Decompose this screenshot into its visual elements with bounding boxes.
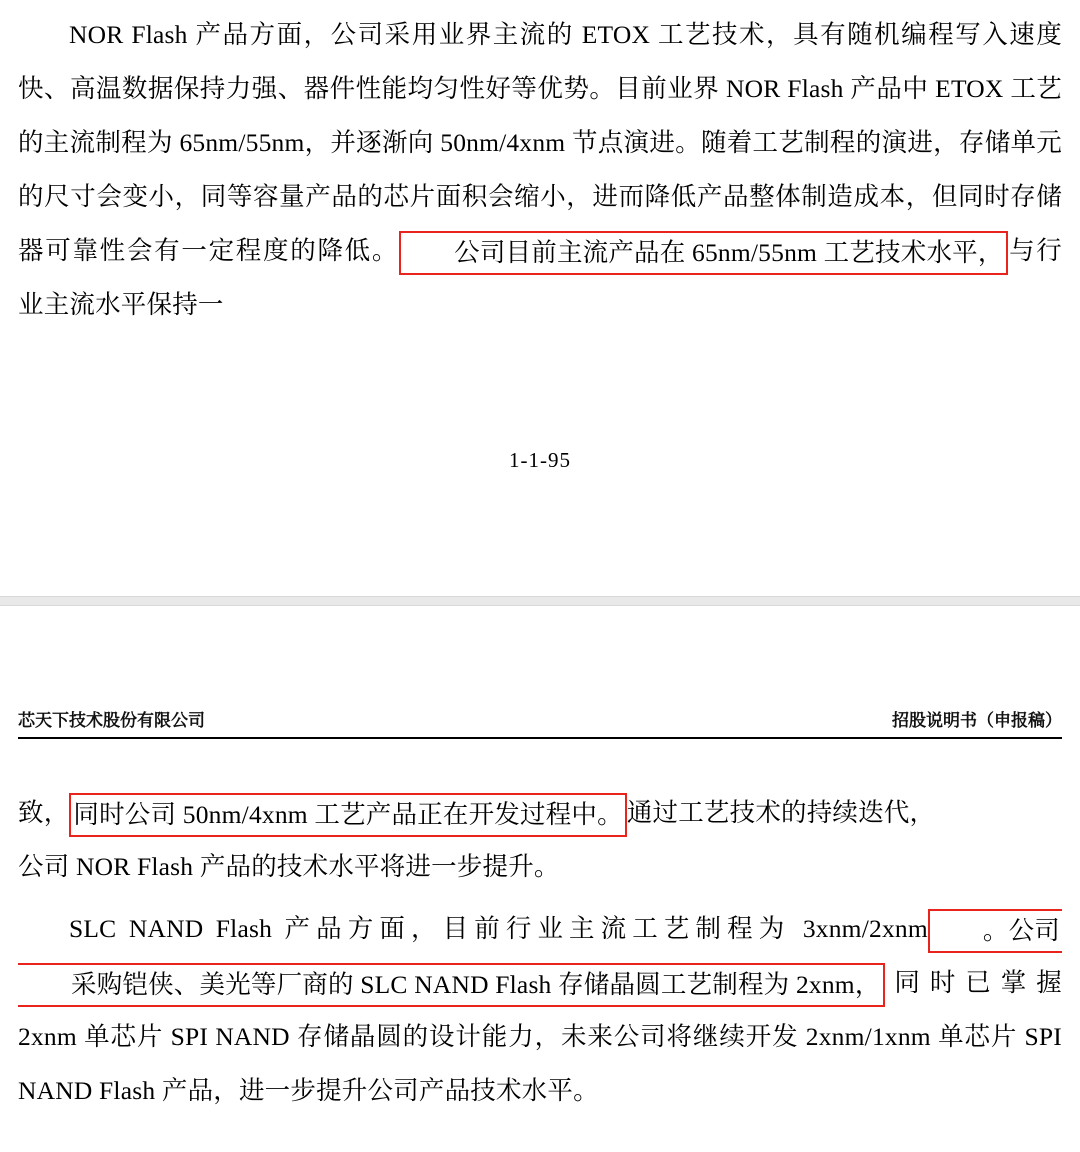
paragraph-nor-flash-part-1: NOR Flash 产品方面，公司采用业界主流的 ETOX 工艺技术，具有随机编程写入速度快、高温数据保持力强、器件性能均匀性好等优势。目前业界 NOR Flash 产品中 ETOX 工艺的主流制程为 65nm/55nm，并逐渐向 50nm/4xnm 节点演进。随着工艺制程的演进，存储单元的尺寸会变小，同等容量产品的芯片面积会缩小，进而降低产品整体制造成本，但同时存储器可靠性会有一定程度的降低。	[18, 20, 1062, 265]
running-header	[18, 706, 1062, 739]
paragraph-slc-nand-part-2: 同时已掌握 2xnm 单芯片 SPI NAND 存储晶圆的设计能力，未来公司将继续开发 2xnm/1xnm 单芯片 SPI NAND Flash 产品，进一步提升公司产品技术水平。	[18, 968, 1062, 1105]
paragraph-process-iteration	[18, 786, 1062, 894]
line-nor-flash-improve: 公司 NOR Flash 产品的技术水平将进一步提升。	[18, 852, 560, 881]
line-prefix: 致，	[18, 798, 70, 827]
paragraph-text	[18, 8, 1062, 332]
paragraph-slc-nand-part-1: SLC NAND Flash 产品方面，目前行业主流工艺制程为 3xnm/2xnm	[69, 914, 928, 943]
line-suffix: 通过工艺技术的持续迭代，	[626, 798, 936, 827]
header-divider	[18, 737, 1062, 739]
page-two-body	[18, 786, 1062, 1118]
page-number: 1-1-95	[509, 448, 571, 472]
highlight-box-wafer-process: 采购铠侠、美光等厂商的 SLC NAND Flash 存储晶圆工艺制程为 2xnm，	[18, 963, 885, 1007]
running-header-doctype: 招股说明书（申报稿）	[892, 711, 1062, 730]
highlight-box-50nm-development: 同时公司 50nm/4xnm 工艺产品正在开发过程中。	[69, 793, 626, 837]
page-separator	[0, 596, 1080, 606]
paragraph-slc-nand	[18, 902, 1062, 1118]
highlight-box-company-start: 。公司	[928, 909, 1062, 953]
paragraph-nor-flash	[18, 8, 1062, 332]
highlight-box-process-level: 公司目前主流产品在 65nm/55nm 工艺技术水平，	[399, 231, 1007, 275]
running-header-company: 芯天下技术股份有限公司	[18, 711, 205, 730]
paragraph-nor-flash-part-2: 与行业主流水平保持一	[18, 236, 1062, 319]
